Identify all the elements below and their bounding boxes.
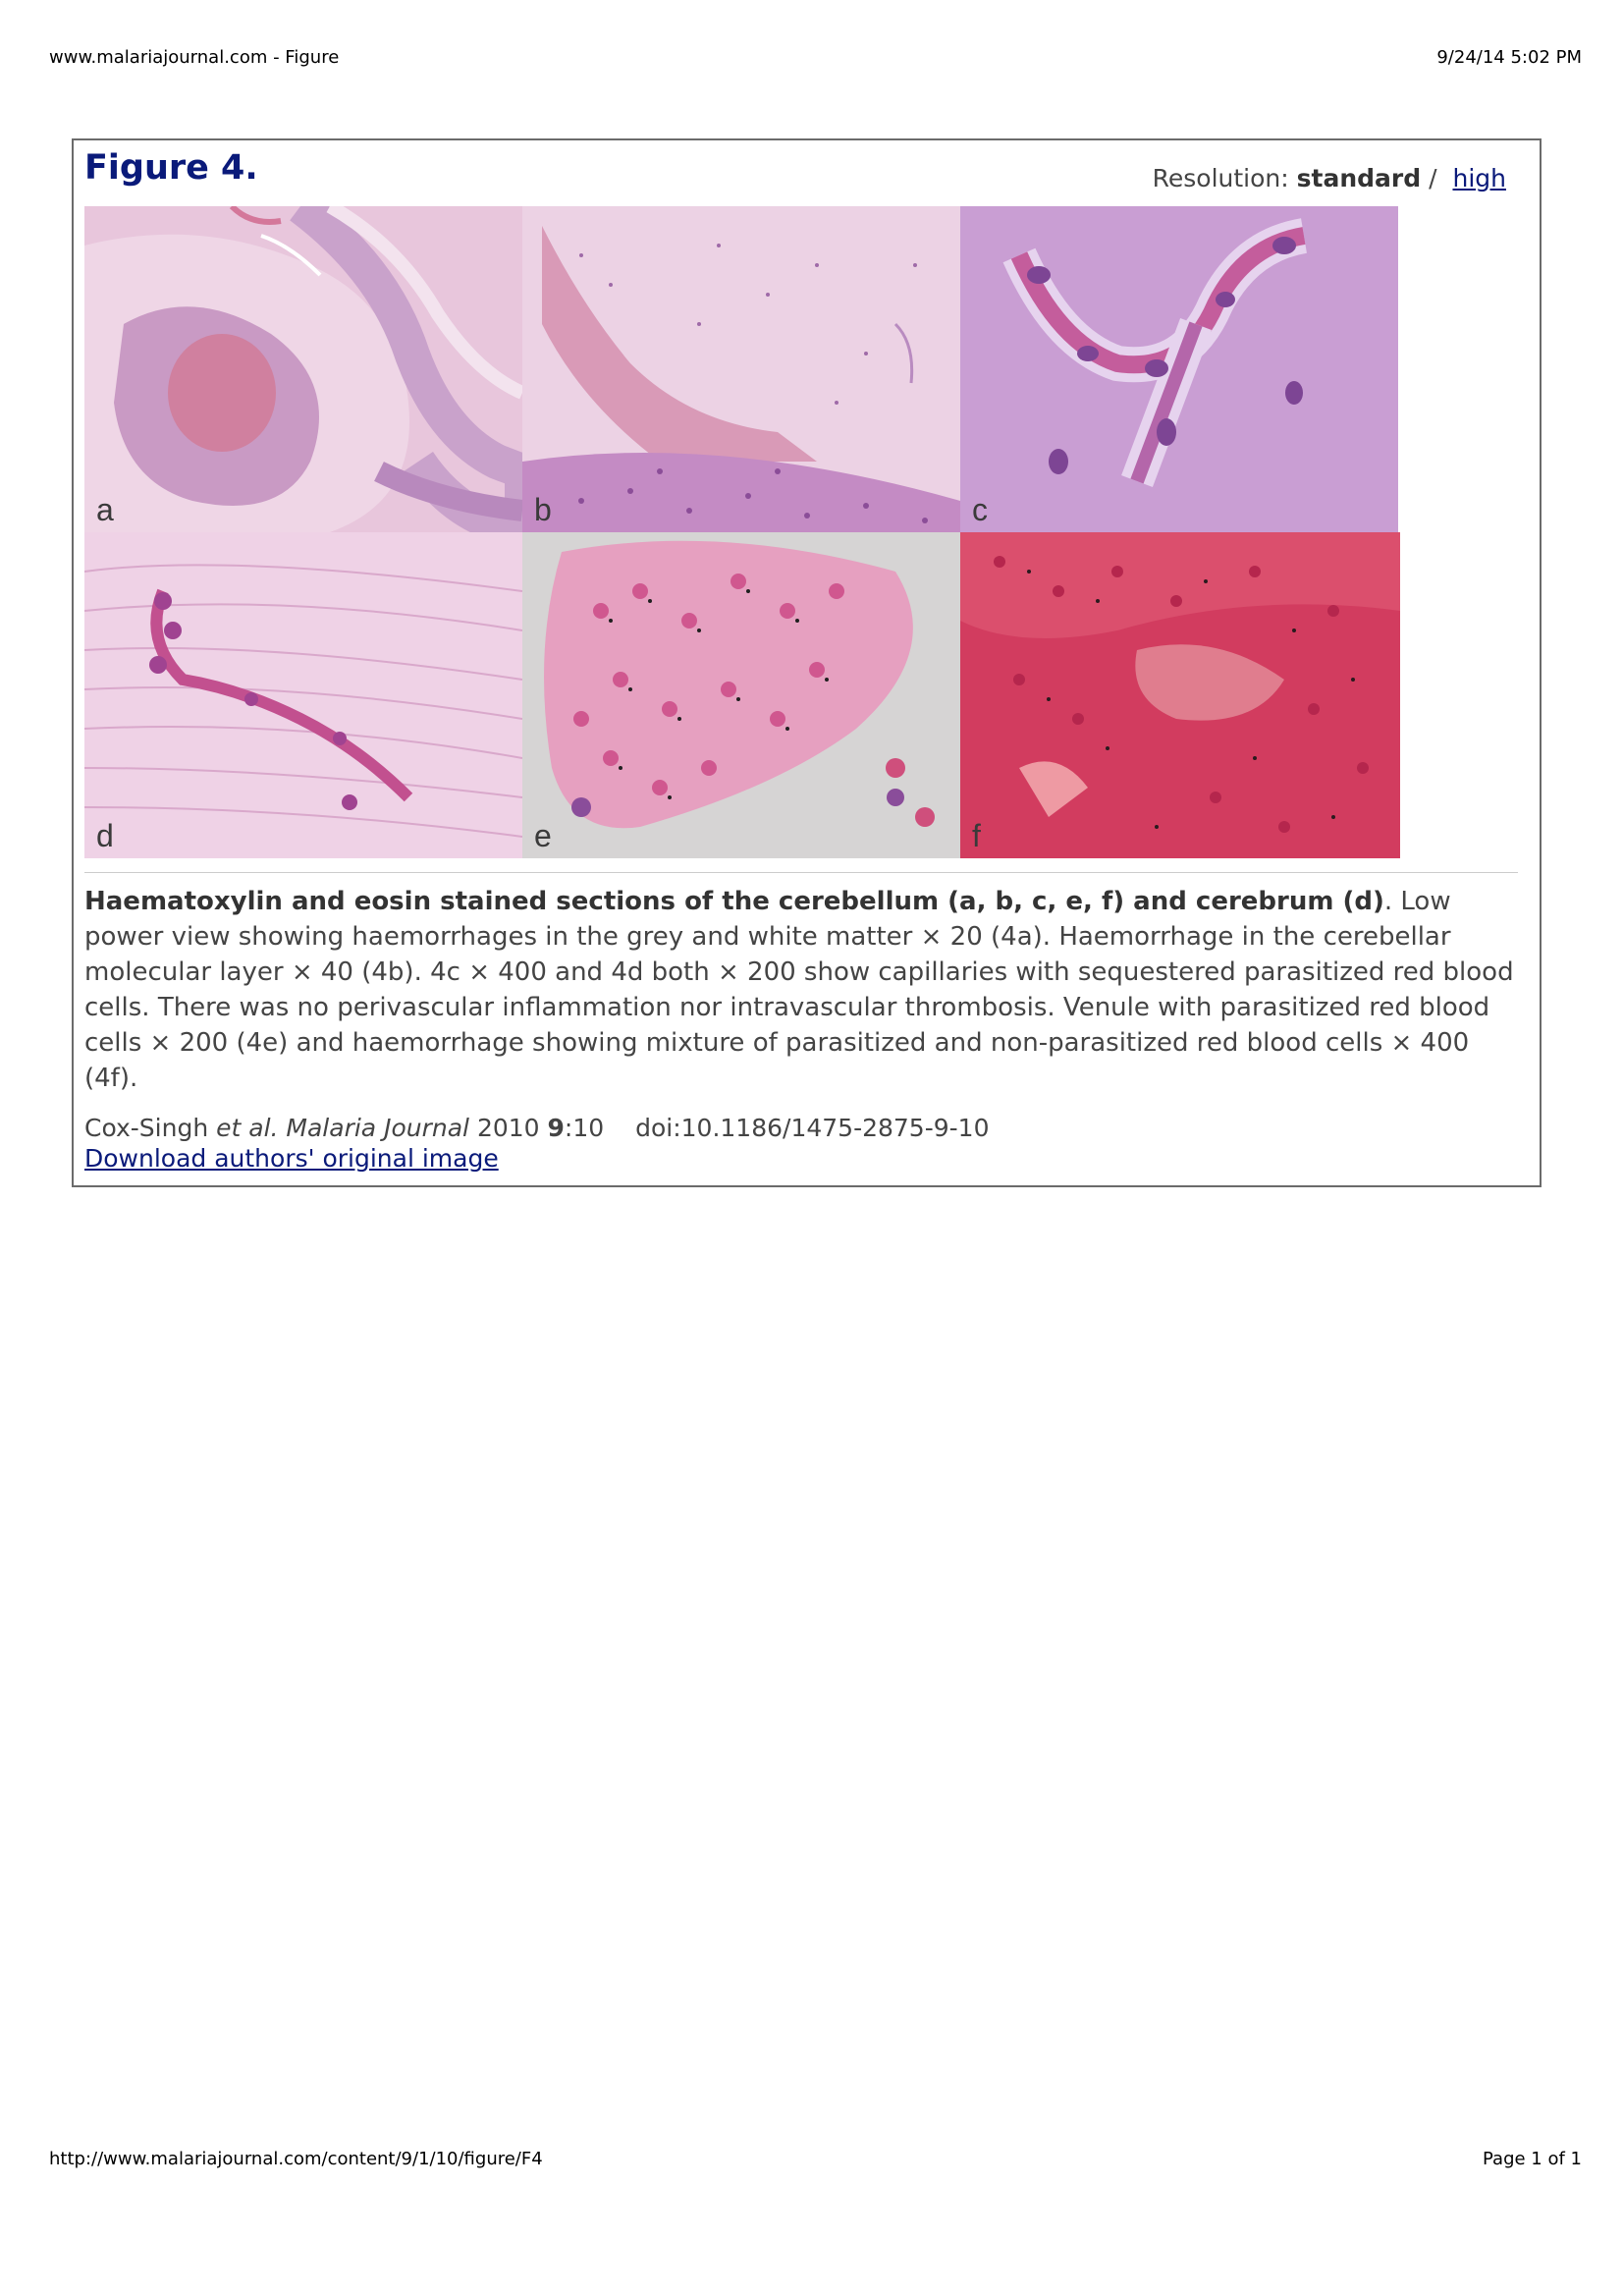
citation [84, 1113, 989, 1143]
print-footer-url: http://www.malariajournal.com/content/9/1/10/figure/F4 [49, 2149, 543, 2169]
resolution-current: standard [1296, 164, 1422, 192]
download-original-link[interactable]: Download authors' original image [84, 1144, 499, 1173]
caption-text: . Low power view showing haemorrhages in the grey and white matter × 20 (4a). Haemorrhage in the cerebellar molecular layer × 40 (4b). 4c × 400 and 4d both × 200 show capillaries with sequestered parasitized red blood cells. There was no perivascular inflammation nor intravascular thrombosis. Venule with parasitized red blood cells × 200 (4e) and haemorrhage showing mixture of parasitized and non-parasitized red blood cells × 400 (4f). [84, 887, 1514, 1093]
figure-image [84, 206, 1400, 858]
panel-d-image [84, 532, 522, 858]
panel-a-label: a [96, 492, 114, 527]
panel-c [960, 206, 1398, 532]
figure-caption [84, 884, 1518, 1096]
panel-e [522, 532, 960, 858]
panel-e-image [522, 532, 960, 858]
panel-c-image [960, 206, 1398, 532]
print-header-site: www.malariajournal.com - Figure [49, 47, 340, 68]
panel-b [522, 206, 960, 532]
citation-doi: doi:10.1186/1475-2875-9-10 [635, 1114, 990, 1142]
panel-d [84, 532, 522, 858]
resolution-high-link[interactable]: high [1452, 164, 1506, 192]
panel-a-image [84, 206, 522, 532]
panel-b-image [522, 206, 960, 532]
citation-year: 2010 [476, 1114, 540, 1142]
panel-f-label: f [972, 818, 981, 853]
print-footer [49, 2149, 1582, 2169]
panel-f [960, 532, 1400, 858]
citation-journal: Malaria Journal [286, 1114, 469, 1142]
panel-c-label: c [972, 492, 988, 527]
citation-authors: Cox-Singh [84, 1114, 209, 1142]
panel-d-label: d [96, 818, 114, 853]
citation-volume: 9 [547, 1114, 565, 1142]
print-header-date: 9/24/14 5:02 PM [1436, 47, 1582, 68]
resolution-label: Resolution: [1152, 164, 1289, 192]
panel-e-label: e [534, 818, 552, 853]
print-footer-page: Page 1 of 1 [1483, 2149, 1582, 2169]
citation-etal: et al. [216, 1114, 279, 1142]
panel-a [84, 206, 522, 532]
caption-bold: Haematoxylin and eosin stained sections of the cerebellum (a, b, c, e, f) and cerebrum (d) [84, 887, 1384, 916]
panel-b-label: b [534, 492, 552, 527]
citation-page: :10 [564, 1114, 605, 1142]
panel-f-image [960, 532, 1400, 858]
print-header [49, 47, 1582, 68]
caption-divider [84, 872, 1518, 873]
figure-box [72, 138, 1542, 1187]
resolution-separator: / [1429, 164, 1437, 192]
figure-title: Figure 4. [84, 148, 258, 188]
resolution-switch [1153, 164, 1506, 192]
